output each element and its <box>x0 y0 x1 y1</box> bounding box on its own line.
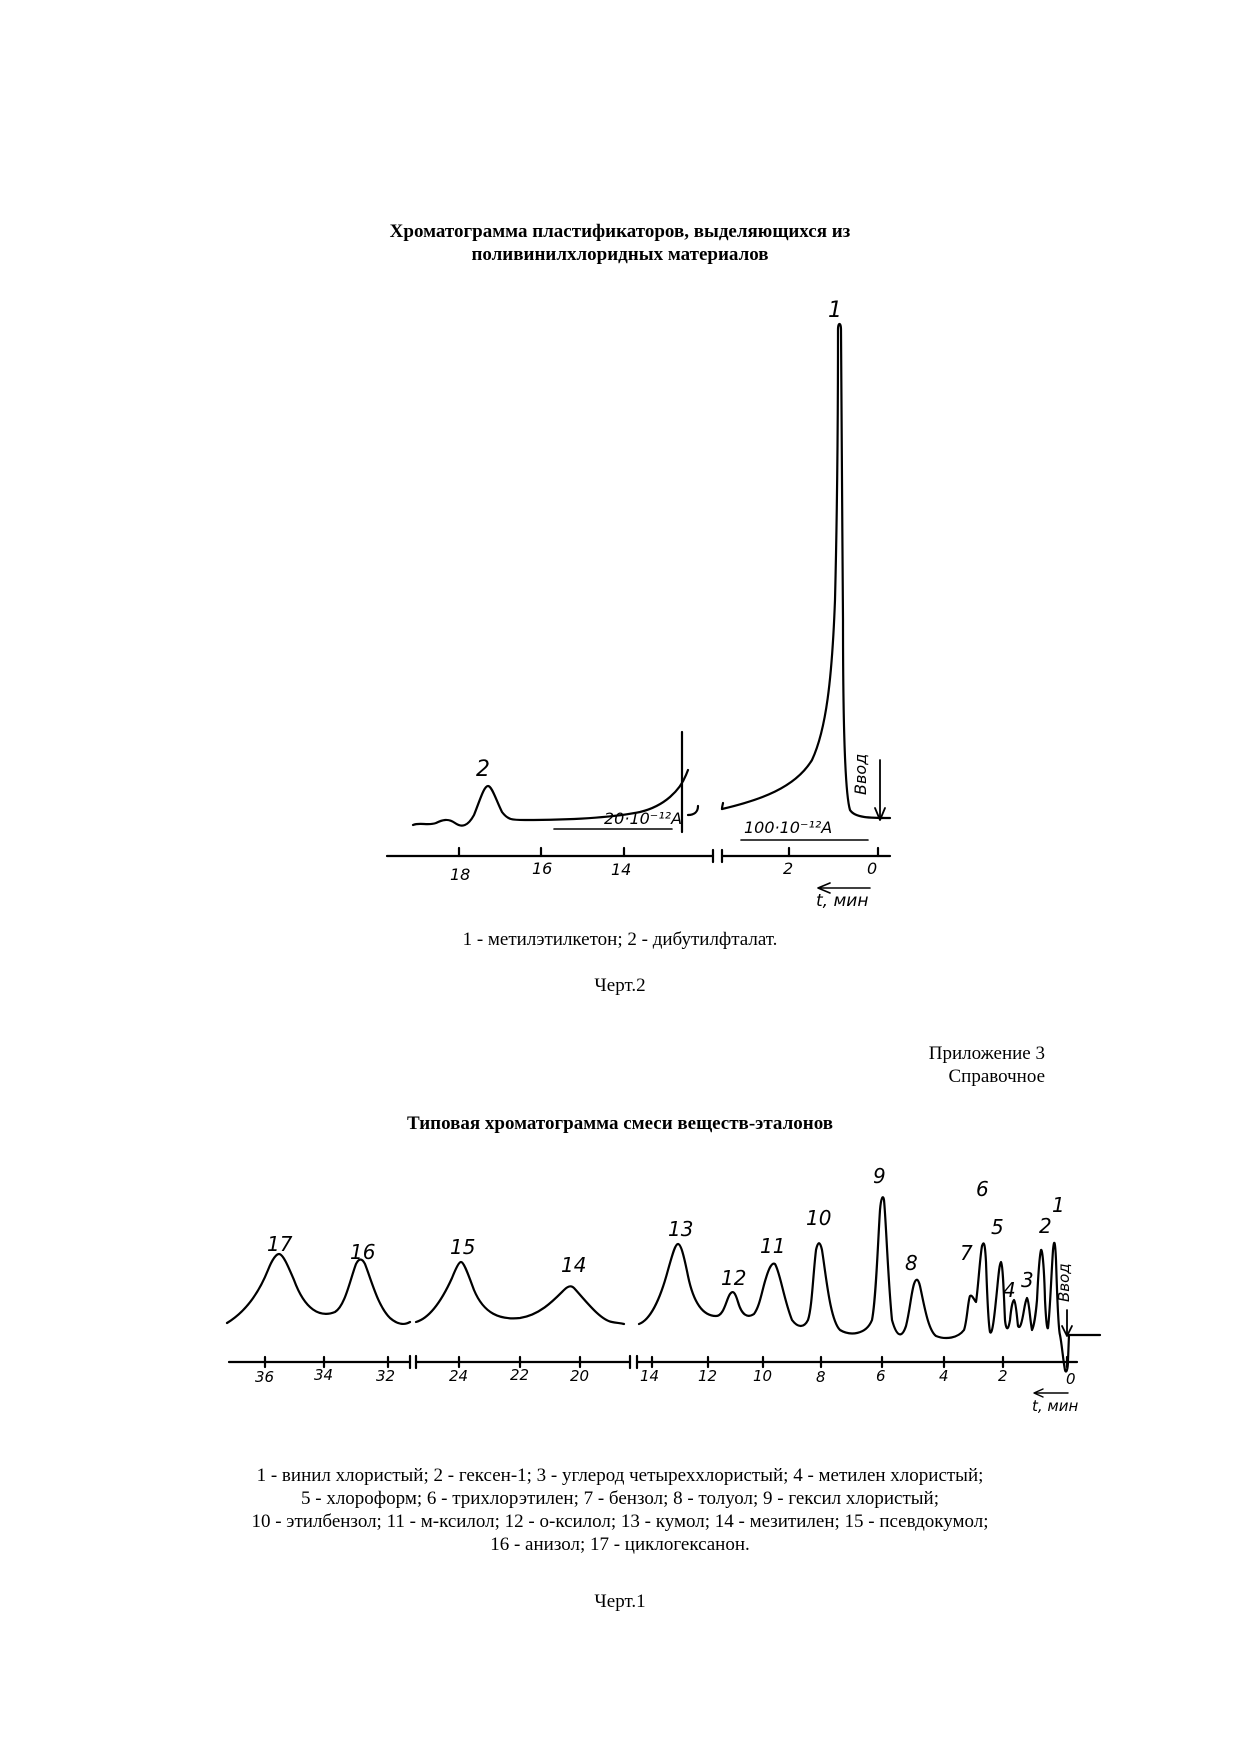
figure2-title-line2: поливинилхлоридных материалов <box>471 244 769 265</box>
figure2-tick-label-2: 2 <box>783 859 794 878</box>
figure2-peak-label-2: 2 <box>476 757 490 782</box>
figure1-peak-label-8: 8 <box>905 1251 918 1275</box>
figure2-tick-label-0: 0 <box>867 859 878 878</box>
figure1-peak-label-2: 2 <box>1039 1214 1052 1238</box>
figure2-tick-label-18: 18 <box>450 865 471 884</box>
figure1-tick-label-20: 20 <box>570 1367 590 1385</box>
figure1-peak-label-17: 17 <box>267 1232 293 1256</box>
figure1-trace-a <box>227 1254 410 1324</box>
figure1-tick-label-32: 32 <box>376 1367 396 1385</box>
figure1-peak-label-14: 14 <box>561 1253 587 1277</box>
figure1-peak-label-5: 5 <box>991 1215 1004 1239</box>
figure2-injection-label: Ввод <box>851 753 870 795</box>
figure1-legend-line1: 1 - винил хлористый; 2 - гексен-1; 3 - углерод четыреххлористый; 4 - метилен хлористый; <box>256 1465 984 1486</box>
figure2-scale-left: 20·10⁻¹²A <box>604 809 683 828</box>
figure1-legend-line3: 10 - этилбензол; 11 - м-ксилол; 12 - о-ксилол; 13 - кумол; 14 - мезитилен; 15 - псевдокумол; <box>251 1511 989 1532</box>
figure1-peak-label-12: 12 <box>721 1266 747 1290</box>
figure1-peak-label-1: 1 <box>1052 1193 1065 1217</box>
figure1-tick-label-24: 24 <box>449 1367 469 1385</box>
figure1-tick-label-12: 12 <box>698 1367 718 1385</box>
figure1-peak-label-9: 9 <box>873 1164 886 1188</box>
figure1-tick-label-14: 14 <box>640 1367 660 1385</box>
figure2-axis-label: t, мин <box>816 891 869 911</box>
figure1-tick-label-6: 6 <box>876 1367 886 1385</box>
figure1-peak-label-10: 10 <box>806 1206 832 1230</box>
figure1-peak-label-11: 11 <box>760 1234 786 1258</box>
appendix-number: Приложение 3 <box>928 1043 1045 1064</box>
figure1-peak-label-15: 15 <box>450 1235 476 1259</box>
figure1-trace-b <box>416 1262 624 1324</box>
figure1-tick-label-34: 34 <box>314 1366 334 1384</box>
figure1-tick-label-8: 8 <box>816 1368 826 1386</box>
figure2-peak-label-1: 1 <box>828 298 842 323</box>
figure1-tick-label-10: 10 <box>753 1367 773 1385</box>
figure1-peak-label-13: 13 <box>668 1217 694 1241</box>
figure1-tick-label-0: 0 <box>1066 1370 1076 1388</box>
figure2-scale-right: 100·10⁻¹²A <box>744 818 833 837</box>
figure1-peak-label-7: 7 <box>960 1241 973 1265</box>
appendix-type: Справочное <box>948 1066 1045 1087</box>
figure1-peak-label-4: 4 <box>1003 1278 1016 1302</box>
figure1-tick-label-22: 22 <box>510 1366 530 1384</box>
figure2-tick-label-14: 14 <box>611 860 632 879</box>
figure2-title-line1: Хроматограмма пластификаторов, выделяющихся из <box>389 221 851 242</box>
figure1-caption: Черт.1 <box>594 1591 646 1612</box>
figure1-legend-line4: 16 - анизол; 17 - циклогексанон. <box>490 1534 750 1555</box>
figure1-title: Типовая хроматограмма смеси веществ-эталонов <box>407 1113 833 1134</box>
figure1-tick-label-2: 2 <box>998 1367 1008 1385</box>
figure2-caption: Черт.2 <box>594 975 646 996</box>
figure2-tick-label-16: 16 <box>532 859 553 878</box>
figure1-axis-label: t, мин <box>1032 1397 1079 1415</box>
figure1-injection-label: Ввод <box>1055 1263 1073 1302</box>
figure1-legend <box>150 1464 1090 1556</box>
figure1-peak-label-3: 3 <box>1021 1268 1034 1292</box>
figure1-peak-label-6: 6 <box>976 1177 989 1201</box>
figure1-tick-label-4: 4 <box>939 1367 949 1385</box>
figure1-legend-line2: 5 - хлороформ; 6 - трихлорэтилен; 7 - бензол; 8 - толуол; 9 - гексил хлористый; <box>301 1488 939 1509</box>
figure1-peak-label-16: 16 <box>350 1240 376 1264</box>
figure1-tick-label-36: 36 <box>255 1368 275 1386</box>
figure2-legend: 1 - метилэтилкетон; 2 - дибутилфталат. <box>462 929 778 950</box>
